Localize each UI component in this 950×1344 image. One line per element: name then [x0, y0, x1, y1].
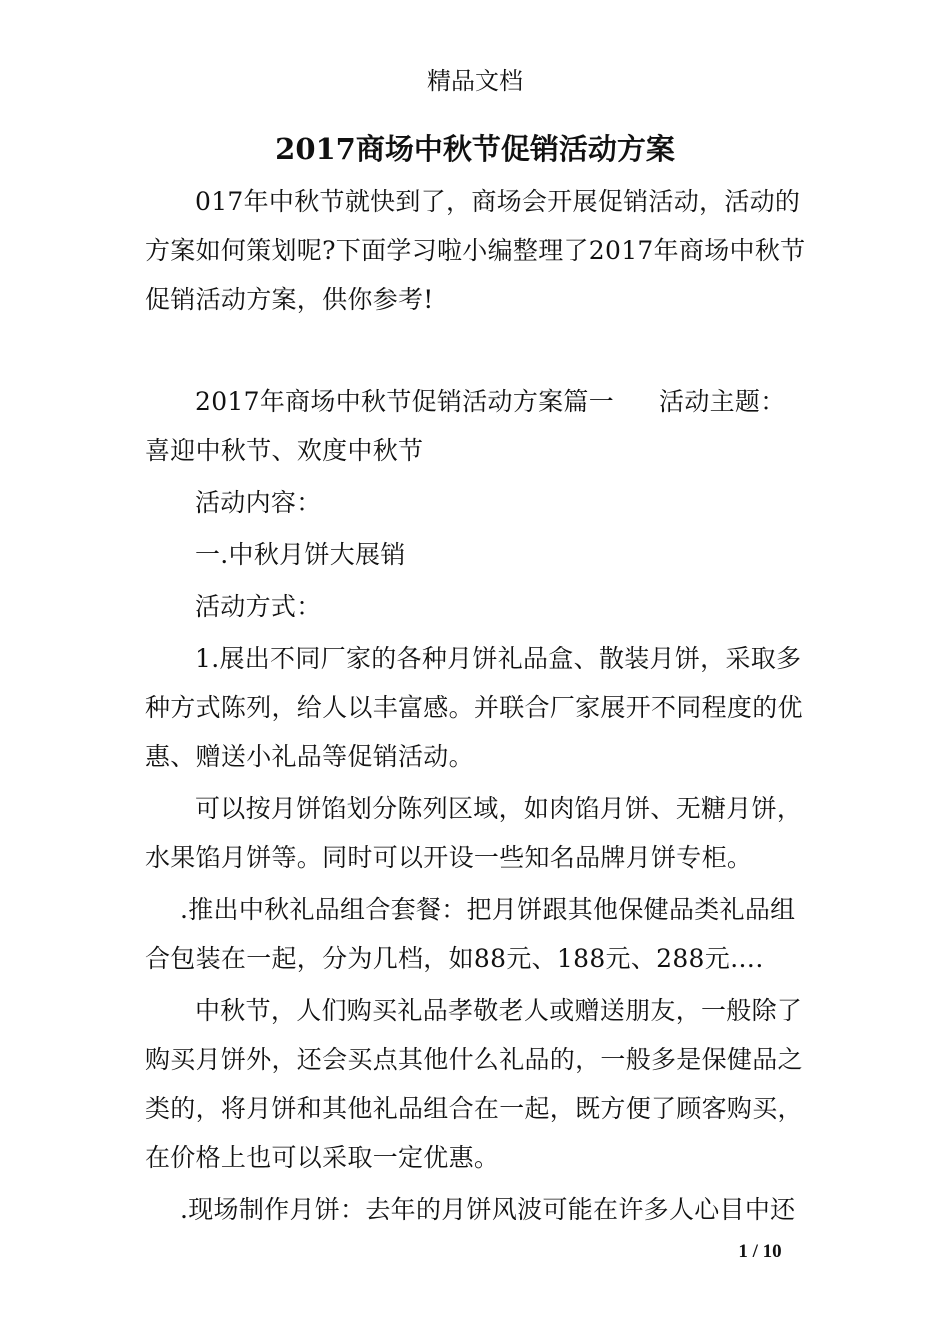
method-1b-paragraph: 可以按月饼馅划分陈列区域，如肉馅月饼、无糖月饼，水果馅月饼等。同时可以开设一些知名品牌月饼专柜。	[145, 794, 803, 872]
document-body	[145, 177, 810, 1234]
method-label: 活动方式：	[195, 592, 322, 621]
activity-theme: 活动主题：喜迎中秋节、欢度中秋节	[145, 387, 786, 465]
page-number: 1 / 10	[738, 1241, 782, 1262]
item-mooncake-exhibition: 一.中秋月饼大展销	[195, 540, 406, 569]
method-1-paragraph: 1.展出不同厂家的各种月饼礼品盒、散装月饼，采取多种方式陈列，给人以丰富感。并联合厂家展开不同程度的优惠、赠送小礼品等促销活动。	[145, 644, 803, 771]
section-heading-paragraph	[145, 377, 810, 475]
document-header: 精品文档	[427, 67, 523, 95]
document-title: 2017商场中秋节促销活动方案	[275, 132, 675, 166]
content-label: 活动内容：	[195, 488, 322, 517]
section-heading: 2017年商场中秋节促销活动方案篇一	[195, 387, 615, 416]
method-2-paragraph: .推出中秋礼品组合套餐：把月饼跟其他保健品类礼品组合包装在一起，分为几档，如88元、188元、288元….	[145, 895, 796, 973]
paragraph-gap	[145, 324, 810, 374]
method-3-paragraph: .现场制作月饼：去年的月饼风波可能在许多人心目中还	[180, 1195, 796, 1224]
method-2b-paragraph: 中秋节，人们购买礼品孝敬老人或赠送朋友，一般除了购买月饼外，还会买点其他什么礼品的，一般多是保健品之类的，将月饼和其他礼品组合在一起，既方便了顾客购买，在价格上也可以采取一定优惠。	[145, 996, 803, 1172]
intro-paragraph: 017年中秋节就快到了，商场会开展促销活动，活动的方案如何策划呢?下面学习啦小编整理了2017年商场中秋节促销活动方案，供你参考!	[145, 187, 806, 314]
